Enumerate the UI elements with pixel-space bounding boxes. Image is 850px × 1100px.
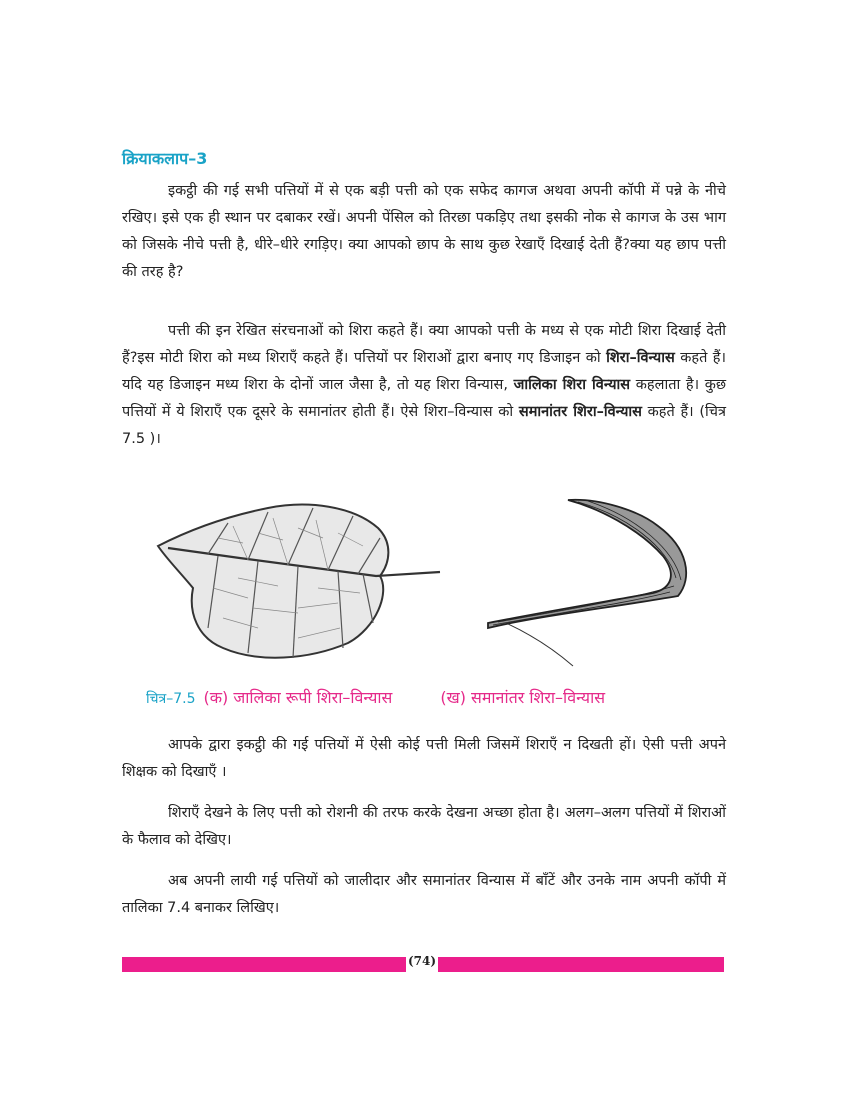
- paragraph-activity-instructions: इकट्ठी की गई सभी पत्तियों में से एक बड़ी पत्ती को एक सफेद कागज अथवा अपनी कॉपी में पन्ने के नीचे रखिए। इसे एक ही स्थान पर दबाकर रखें। अपनी पेंसिल को तिरछा पकड़िए तथा इसकी नोक से कागज के उस भाग को जिसके नीचे पत्ती है, धीरे–धीरे रगड़िए। क्या आपको छाप के साथ कुछ रेखाएँ दिखाई देती हैं?क्या यह छाप पत्ती की तरह है?: [122, 183, 726, 280]
- figure-number: चित्र–7.5: [146, 691, 196, 707]
- footer-bar-left: [122, 957, 406, 972]
- paragraph-observe-veins: शिराएँ देखने के लिए पत्ती को रोशनी की तरफ करके देखना अच्छा होता है। अलग–अलग पत्तियों में शिराओं के फैलाव को देखिए।: [122, 805, 726, 848]
- text-segment: पत्ती की इन रेखित संरचनाओं को शिरा कहते हैं। क्या आपको पत्ती के मध्य से एक मोटी शिरा दिखाई देती हैं?इस मोटी शिरा को मध्य शिराएँ कहते हैं। पत्तियों पर शिराओं द्वारा बनाए गए डिजाइन को: [122, 323, 726, 366]
- term-venation: शिरा–विन्यास: [606, 350, 675, 366]
- text-segment: कहते हैं। यदि यह डिजाइन मध्य शिरा के दोनों जाल जैसा है, तो यह शिरा विन्यास,: [122, 350, 726, 393]
- footer-bar-right: [438, 957, 724, 972]
- parallel-leaf-illustration: [478, 488, 718, 668]
- figure-caption: [146, 686, 726, 708]
- paragraph-venation: [122, 318, 726, 453]
- term-reticulate-venation: जालिका शिरा विन्यास: [513, 377, 631, 393]
- figure-leaf-venation: [148, 488, 718, 668]
- reticulate-leaf-illustration: [148, 488, 448, 668]
- paragraph-leaf-without-veins: आपके द्वारा इकट्ठी की गई पत्तियों में ऐसी कोई पत्ती मिली जिसमें शिराएँ न दिखती हों। ऐसी पत्ती अपने शिक्षक को दिखाएँ ।: [122, 737, 726, 780]
- term-parallel-venation: समानांतर शिरा–विन्यास: [518, 404, 642, 420]
- paragraph-classify-leaves: अब अपनी लायी गई पत्तियों को जालीदार और समानांतर विन्यास में बाँटें और उनके नाम अपनी कॉपी में तालिका 7.4 बनाकर लिखिए।: [122, 873, 726, 916]
- text-segment: कहलाता है। कुछ पत्तियों में ये शिराएँ एक दूसरे के समानांतर होती हैं। ऐसे शिरा–विन्यास को: [122, 377, 727, 420]
- text-segment: कहते हैं। (चित्र 7.5 )।: [122, 404, 727, 447]
- caption-label-reticulate: (क) जालिका रूपी शिरा–विन्यास: [203, 688, 393, 707]
- activity-heading: क्रियाकलाप–3: [122, 149, 208, 168]
- page-number: (74): [407, 954, 437, 968]
- caption-label-parallel: (ख) समानांतर शिरा–विन्यास: [440, 688, 606, 707]
